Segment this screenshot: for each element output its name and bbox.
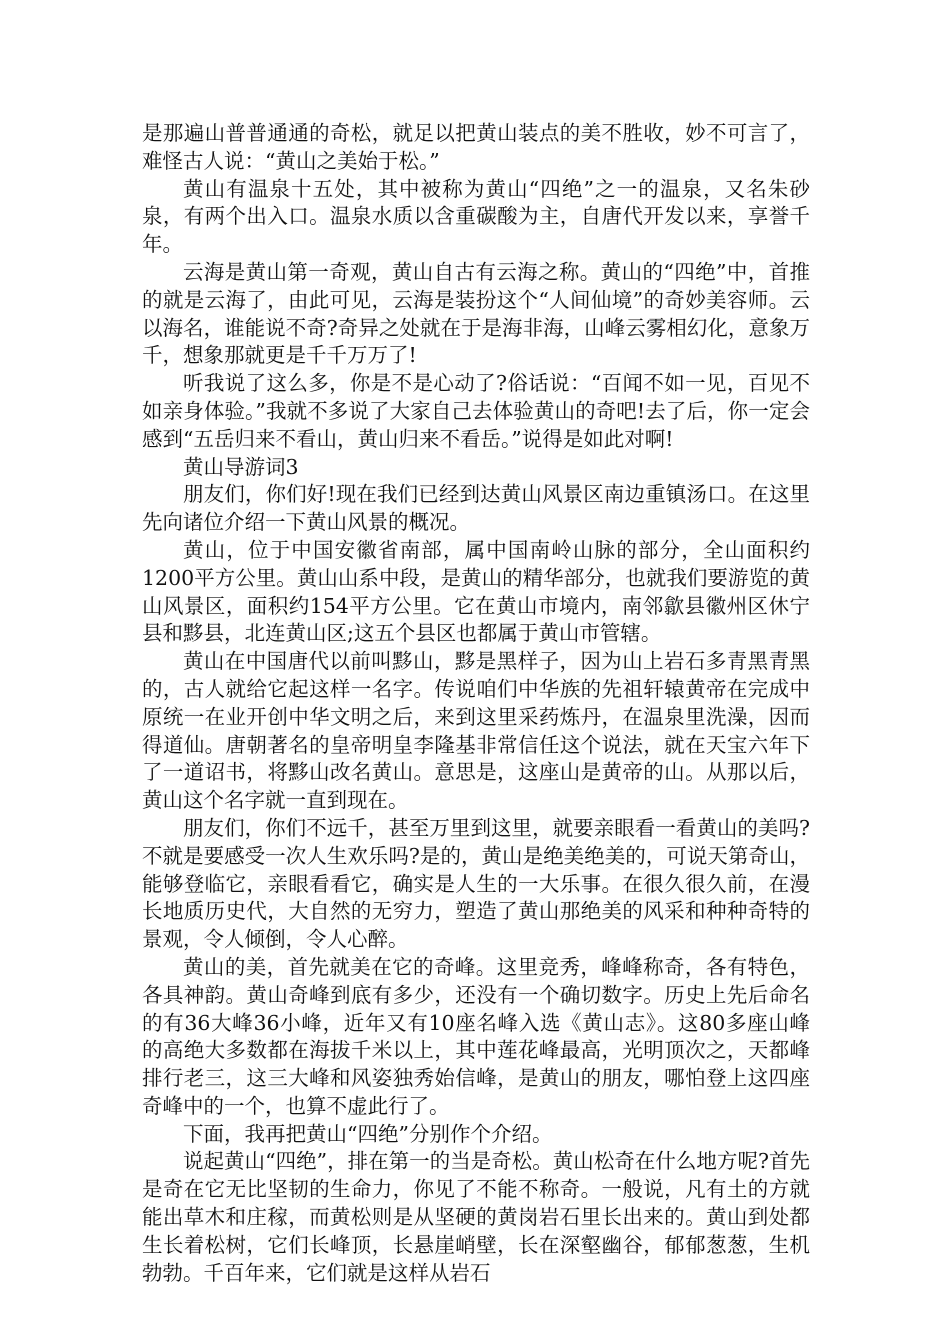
- paragraph-sea-of-clouds: 云海是黄山第一奇观，黄山自古有云海之称。黄山的“四绝”中，首推的就是云海了，由此可见，云海是装扮这个“人间仙境”的奇妙美容师。云以海名，谁能说不奇?奇异之处就在于是海非海，山峰云雾相幻化，意象万千，想象那就更是千千万万了!: [142, 259, 810, 368]
- paragraph-location: 黄山，位于中国安徽省南部，属中国南岭山脉的部分，全山面积约1200平方公里。黄山山系中段，是黄山的精华部分，也就我们要游览的黄山风景区，面积约154平方公里。它在黄山市境内，南邻歙县徽州区休宁县和黟县，北连黄山区;这五个县区也都属于黄山市管辖。: [142, 537, 810, 646]
- paragraph-beauty: 朋友们，你们不远千，甚至万里到这里，就要亲眼看一看黄山的美吗?不就是要感受一次人生欢乐吗?是的，黄山是绝美绝美的，可说天第奇山，能够登临它，亲眼看看它，确实是人生的一大乐事。在很久很久前，在漫长地质历史代，大自然的无穷力，塑造了黄山那绝美的风采和种种奇特的景观，令人倾倒，令人心醉。: [142, 815, 810, 952]
- paragraph-greeting: 朋友们，你们好!现在我们已经到达黄山风景区南边重镇汤口。在这里先向诸位介绍一下黄山风景的概况。: [142, 482, 810, 535]
- paragraph-peaks: 黄山的美，首先就美在它的奇峰。这里竞秀，峰峰称奇，各有特色，各具神韵。黄山奇峰到底有多少，还没有一个确切数字。历史上先后命名的有36大峰36小峰，近年又有10座名峰入选《黄山志》。这80多座山峰的高绝大多数都在海拔千米以上，其中莲花峰最高，光明顶次之，天都峰排行老三，这三大峰和风姿独秀始信峰，是黄山的朋友，哪怕登上这四座奇峰中的一个，也算不虚此行了。: [142, 954, 810, 1118]
- section-heading: 黄山导游词3: [183, 454, 299, 479]
- paragraph-pines: 说起黄山“四绝”，排在第一的当是奇松。黄山松奇在什么地方呢?首先是奇在它无比坚韧的生命力，你见了不能不称奇。一般说，凡有土的方就能出草木和庄稼，而黄松则是从坚硬的黄岗岩石里长出来的。黄山到处都生长着松树，它们长峰顶，长悬崖峭壁，长在深壑幽谷，郁郁葱葱，生机勃勃。千百年来，它们就是这样从岩石: [142, 1149, 810, 1285]
- paragraph-closing: 听我说了这么多，你是不是心动了?俗话说：“百闻不如一见，百见不如亲身体验。”我就不多说了大家自己去体验黄山的奇吧!去了后，你一定会感到“五岳归来不看山，黄山归来不看岳。”说得是如此对啊!: [142, 371, 810, 451]
- paragraph-four-wonders-intro: 下面，我再把黄山“四绝”分别作个介绍。: [183, 1121, 553, 1146]
- paragraph-history: 黄山在中国唐代以前叫黟山，黟是黑样子，因为山上岩石多青黑青黑的，古人就给它起这样一名字。传说咱们中华族的先祖轩辕黄帝在完成中原统一在业开创中华文明之后，来到这里采药炼丹，在温泉里洗澡，因而得道仙。唐朝著名的皇帝明皇李隆基非常信任这个说法，就在天宝六年下了一道诏书，将黟山改名黄山。意思是，这座山是黄帝的山。从那以后，黄山这个名字就一直到现在。: [142, 649, 810, 813]
- document-page: [142, 120, 810, 1287]
- paragraph-continued: 是那遍山普普通通的奇松，就足以把黄山装点的美不胜收，妙不可言了，难怪古人说：“黄山之美始于松。”: [142, 121, 810, 173]
- paragraph-hot-springs: 黄山有温泉十五处，其中被称为黄山“四绝”之一的温泉，又名朱砂泉，有两个出入口。温泉水质以含重碳酸为主，自唐代开发以来，享誉千年。: [142, 176, 810, 257]
